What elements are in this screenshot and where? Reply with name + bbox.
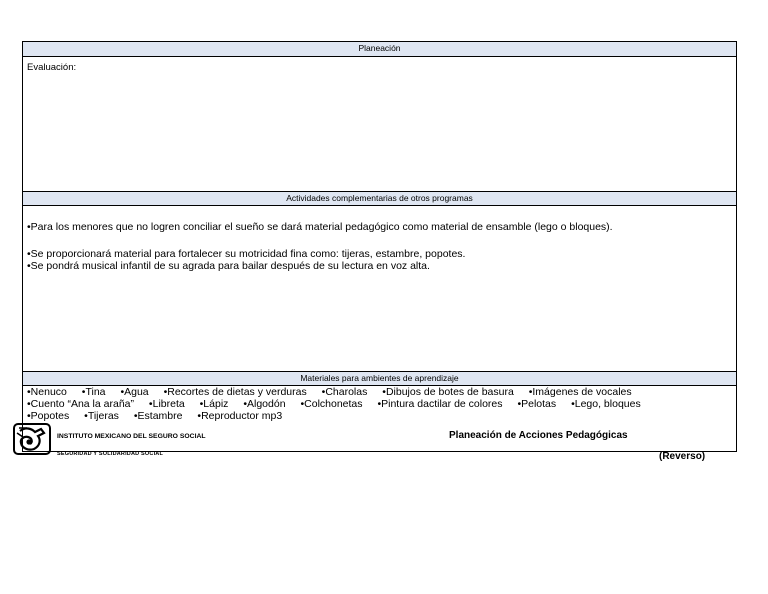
material-item: •Recortes de dietas y verduras <box>163 386 307 398</box>
material-item: •Colchonetas <box>300 398 363 410</box>
planning-form <box>22 41 737 452</box>
material-item: •Agua <box>120 386 149 398</box>
material-item: •Imágenes de vocales <box>528 386 632 398</box>
actividades-header: Actividades complementarias de otros programas <box>23 191 736 206</box>
material-item: •Nenuco <box>27 386 67 398</box>
material-item: •Popotes <box>27 410 70 422</box>
material-item: •Lápiz <box>199 398 229 410</box>
materiales-row <box>27 398 733 410</box>
material-item: •Dibujos de botes de basura <box>382 386 514 398</box>
material-item: •Libreta <box>148 398 185 410</box>
material-item: •Pelotas <box>517 398 557 410</box>
material-item: •Algodón <box>243 398 286 410</box>
materiales-row <box>27 410 733 422</box>
page-side-label: (Reverso) <box>659 451 706 462</box>
institution-name: INSTITUTO MEXICANO DEL SEGURO SOCIAL <box>57 433 206 440</box>
material-item: •Pintura dactilar de colores <box>377 398 503 410</box>
materiales-list <box>27 386 733 422</box>
institution-motto: SEGURIDAD Y SOLIDARIDAD SOCIAL <box>57 451 164 457</box>
actividad-item: •Se pondrá musical infantil de su agrada para bailar después de su lectura en voz alta. <box>27 260 430 272</box>
material-item: •Reproductor mp3 <box>197 410 283 422</box>
evaluacion-label: Evaluación: <box>27 62 77 73</box>
material-item: •Tina <box>81 386 106 398</box>
material-item: •Cuento “Ana la araña” <box>27 398 134 410</box>
actividad-item: •Para los menores que no logren conciliar el sueño se dará material pedagógico como material de ensamble (lego o bloques). <box>27 221 613 233</box>
materiales-row <box>27 386 733 398</box>
actividades-list <box>27 221 727 272</box>
imss-eagle-logo-icon <box>13 423 51 455</box>
planeacion-header: Planeación <box>23 42 736 57</box>
material-item: •Lego, bloques <box>571 398 641 410</box>
materiales-header: Materiales para ambientes de aprendizaje <box>23 371 736 386</box>
actividad-item: •Se proporcionará material para fortalecer su motricidad fina como: tijeras, estambre, popotes. <box>27 248 466 260</box>
material-item: •Tijeras <box>84 410 119 422</box>
document-title: Planeación de Acciones Pedagógicas <box>449 430 628 441</box>
material-item: •Estambre <box>133 410 183 422</box>
material-item: •Charolas <box>321 386 368 398</box>
